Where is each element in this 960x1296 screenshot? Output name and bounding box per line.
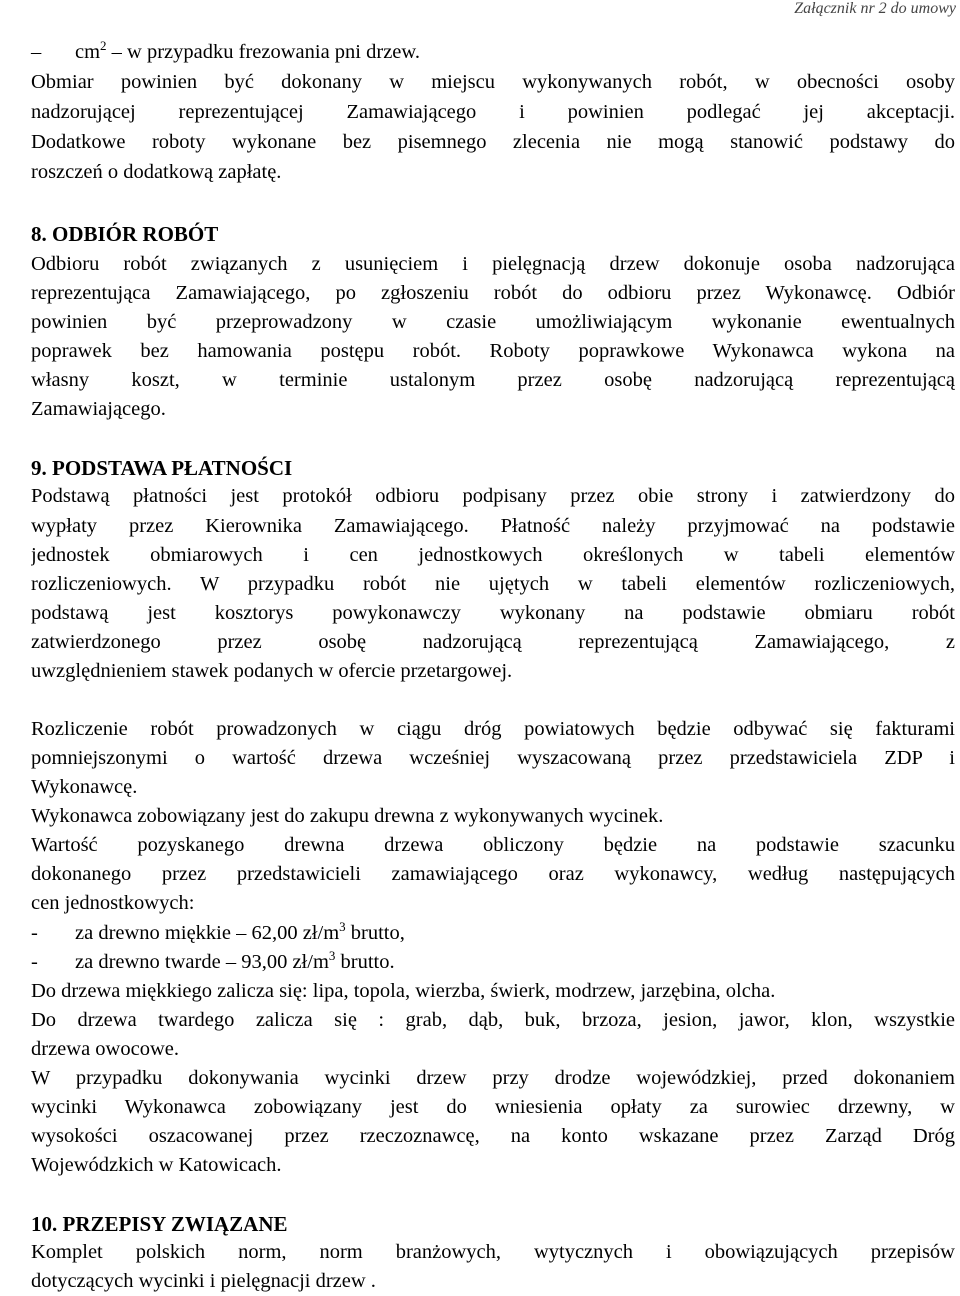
body-text-line: Obmiar powinien być dokonany w miejscu wykonywanych robót, w obecności osoby [31, 71, 955, 93]
body-text-line: wypłaty przez Kierownika Zamawiającego. Płatność należy przyjmować na podstawie [31, 515, 955, 537]
measurement-unit-item: – $cm^2$ – w przypadku frezowania pni drzew. [31, 38, 420, 66]
dash-bullet: - [31, 922, 38, 944]
body-text-line: drzewa owocowe. [31, 1038, 179, 1060]
body-text-line: własny koszt, w terminie ustalonym przez osobę nadzorującą reprezentującą [31, 369, 955, 391]
body-text-line: Odbioru robót związanych z usunięciem i pielęgnacją drzew dokonuje osoba nadzorująca [31, 253, 955, 275]
body-text-line: Wojewódzkich w Katowicach. [31, 1154, 282, 1176]
body-text-line: dokonanego przez przedstawicieli zamawiającego oraz wykonawcy, według następujących [31, 863, 955, 885]
body-text-line: Rozliczenie robót prowadzonych w ciągu dróg powiatowych będzie odbywać się fakturami [31, 718, 955, 740]
body-text-line: roszczeń o dodatkową zapłatę. [31, 161, 282, 183]
section-9-heading: 9. PODSTAWA PŁATNOŚCI [31, 456, 293, 480]
dash-bullet: - [31, 951, 38, 973]
annex-header-note: Załącznik nr 2 do umowy [794, 0, 956, 17]
body-text-line: Zamawiającego. [31, 398, 166, 420]
body-text-line: uwzględnieniem stawek podanych w ofercie przetargowej. [31, 660, 513, 682]
body-text-line: W przypadku dokonywania wycinki drzew przy drodze wojewódzkiej, przed dokonaniem [31, 1067, 955, 1089]
body-text-line: dotyczących wycinki i pielęgnacji drzew . [31, 1270, 376, 1292]
body-text-line: wysokości oszacowanej przez rzeczoznawcę, na konto wskazane przez Zarząd Dróg [31, 1125, 955, 1147]
body-text-line: Wykonawcę. [31, 776, 138, 798]
body-text-line: Dodatkowe roboty wykonane bez pisemnego zlecenia nie mogą stanowić podstawy do [31, 131, 955, 153]
section-10-heading: 10. PRZEPISY ZWIĄZANE [31, 1212, 288, 1236]
body-text-line: Komplet polskich norm, norm branżowych, wytycznych i obowiązujących przepisów [31, 1241, 955, 1263]
section-8-heading: 8. ODBIÓR ROBÓT [31, 222, 219, 246]
body-text-line: jednostek obmiarowych i cen jednostkowych określonych w tabeli elementów [31, 544, 955, 566]
price-item-hard-wood: - za drewno twarde – 93,00 $zł/m^3$ brutto. [31, 948, 395, 976]
body-text-line: poprawek bez hamowania postępu robót. Roboty poprawkowe Wykonawca wykona na [31, 340, 955, 362]
body-text-line: reprezentująca Zamawiającego, po zgłoszeniu robót do odbioru przez Wykonawcę. Odbiór [31, 282, 955, 304]
body-text-line: Wartość pozyskanego drewna drzewa obliczony będzie na podstawie szacunku [31, 834, 955, 856]
body-text-line: rozliczeniowych. W przypadku robót nie ujętych w tabeli elementów rozliczeniowych, [31, 573, 955, 595]
body-text-line: nadzorującej reprezentującej Zamawiającego i powinien podlegać jej akceptacji. [31, 101, 955, 123]
body-text-line: pomniejszonymi o wartość drzewa wcześniej wyszacowaną przez przedstawiciela ZDP i [31, 747, 955, 769]
body-text-line: Wykonawca zobowiązany jest do zakupu drewna z wykonywanych wycinek. [31, 805, 664, 827]
body-text-line: wycinki Wykonawca zobowiązany jest do wniesienia opłaty za surowiec drzewny, w [31, 1096, 955, 1118]
body-text-line: Do drzewa miękkiego zalicza się: lipa, topola, wierzba, świerk, modrzew, jarzębina, olcha. [31, 980, 776, 1002]
dash-bullet: – [31, 41, 42, 63]
body-text-line: cen jednostkowych: [31, 892, 195, 914]
body-text-line: zatwierdzonego przez osobę nadzorującą reprezentującą Zamawiającego, z [31, 631, 955, 653]
body-text-line: Podstawą płatności jest protokół odbioru podpisany przez obie strony i zatwierdzony do [31, 485, 955, 507]
body-text-line: Do drzewa twardego zalicza się : grab, dąb, buk, brzoza, jesion, jawor, klon, wszystkie [31, 1009, 955, 1031]
price-item-soft-wood: - za drewno miękkie – 62,00 $zł/m^3$ brutto, [31, 919, 405, 947]
body-text-line: powinien być przeprowadzony w czasie umożliwiającym wykonanie ewentualnych [31, 311, 955, 333]
body-text-line: podstawą jest kosztorys powykonawczy wykonany na podstawie obmiaru robót [31, 602, 955, 624]
